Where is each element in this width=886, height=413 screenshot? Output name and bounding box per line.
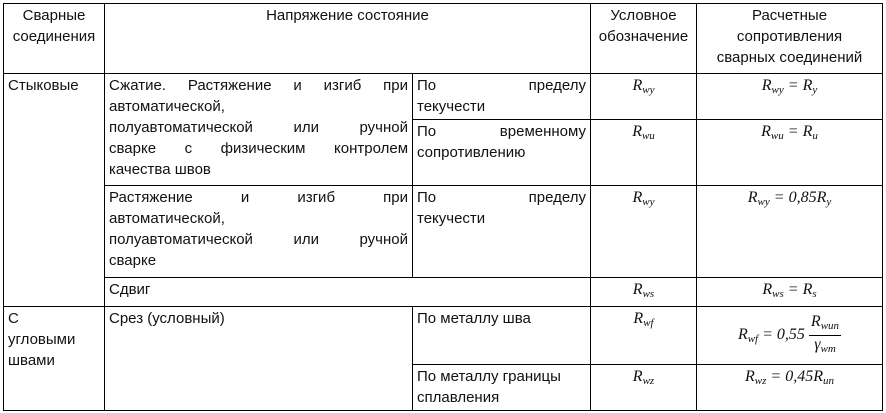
- fillet-joint-label: С угловыми швами: [4, 307, 105, 411]
- butt-row-3: [4, 186, 883, 278]
- fillet-stress: Срез (условный): [105, 307, 413, 411]
- fillet-formula-2: $R_{wz} = 0,45R_{un}$: [697, 365, 883, 411]
- butt-symbol-2: $R_{wu}$: [591, 120, 697, 186]
- welded-joints-table-container: [3, 3, 883, 411]
- butt-stress-shear: Сдвиг: [105, 278, 591, 307]
- header-stress-state: Напряжение состояние: [105, 4, 591, 74]
- butt-symbol-4: $R_{ws}$: [591, 278, 697, 307]
- butt-symbol-1: $R_{wy}$: [591, 74, 697, 120]
- butt-stress-3: Растяжение и изгиб при автоматической, полуавтоматической или ручной сварке: [105, 186, 413, 278]
- fillet-row-1: [4, 307, 883, 365]
- butt-criterion-3: По пределу текучести: [413, 186, 591, 278]
- fillet-formula-1: $R_{wf} = 0,55$ $\frac{R_{wun}}{\gamma_{wm}}$: [697, 307, 883, 365]
- welded-joints-table: [3, 3, 883, 411]
- butt-formula-3: $R_{wy} = 0,85R_y$: [697, 186, 883, 278]
- butt-formula-4: $R_{ws} = R_s$: [697, 278, 883, 307]
- header-row: [4, 4, 883, 74]
- header-design-resistance: Расчетные сопротивления сварных соединений: [697, 4, 883, 74]
- fillet-criterion-2: По металлу границы сплавления: [413, 365, 591, 411]
- butt-joint-label: Стыковые: [4, 74, 105, 307]
- butt-stress-1: Сжатие. Растяжение и изгиб при автоматической, полуавтоматической или ручной сварке с физическим контролем качества швов: [105, 74, 413, 186]
- butt-criterion-2: По временному сопротивлению: [413, 120, 591, 186]
- fillet-symbol-2: $R_{wz}$: [591, 365, 697, 411]
- butt-formula-1: $R_{wy} = R_y$: [697, 74, 883, 120]
- butt-row-4: [4, 278, 883, 307]
- butt-criterion-1: По пределу текучести: [413, 74, 591, 120]
- fillet-symbol-1: $R_{wf}$: [591, 307, 697, 365]
- butt-formula-2: $R_{wu} = R_u$: [697, 120, 883, 186]
- butt-symbol-3: $R_{wy}$: [591, 186, 697, 278]
- fillet-criterion-1: По металлу шва: [413, 307, 591, 365]
- header-symbol: Условное обозначение: [591, 4, 697, 74]
- header-joints: Сварные соединения: [4, 4, 105, 74]
- fraction: $\frac{R_{wun}}{\gamma_{wm}}$: [810, 313, 840, 355]
- butt-row-1: [4, 74, 883, 120]
